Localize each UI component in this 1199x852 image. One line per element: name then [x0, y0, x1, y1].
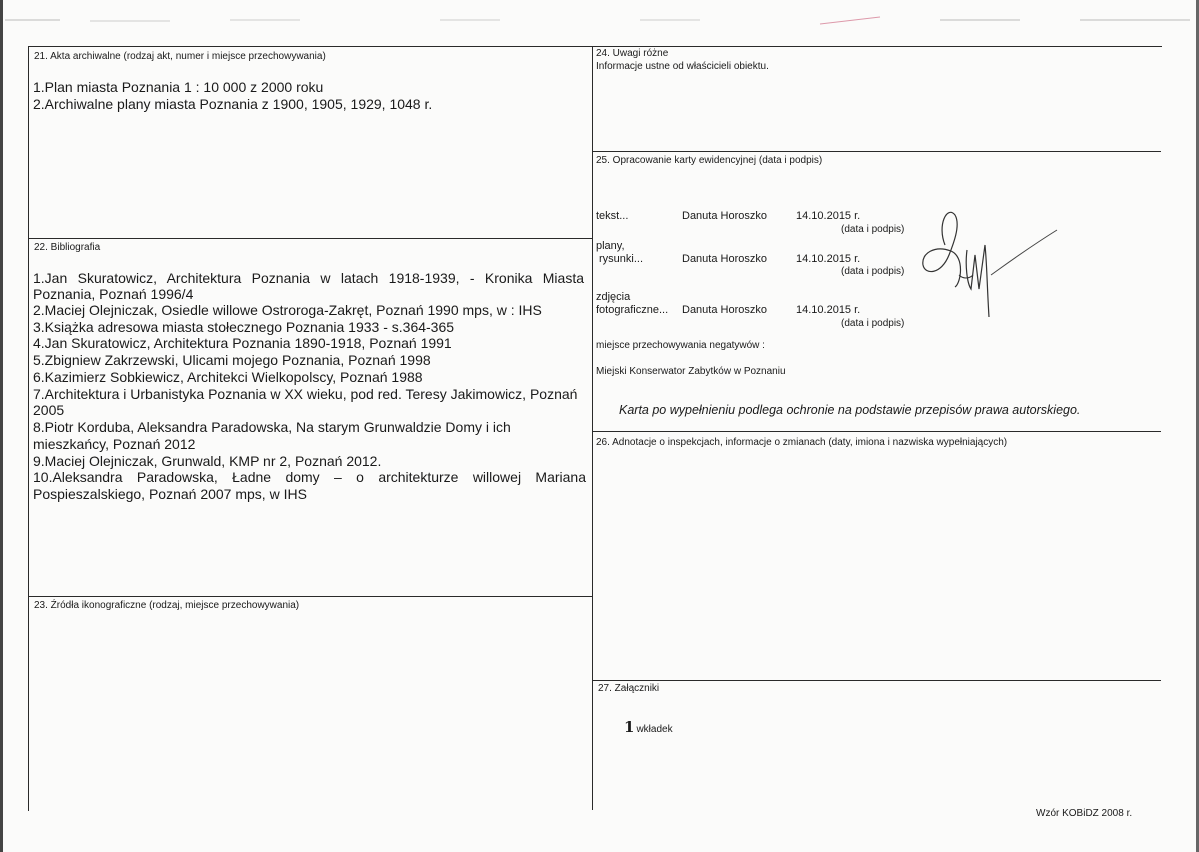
- divider-21-22: [28, 238, 593, 239]
- bibliography-line: 5.Zbigniew Zakrzewski, Ulicami mojego Poznania, Poznań 1998: [33, 352, 431, 368]
- row-caption: (data i podpis): [841, 224, 905, 235]
- row-author: Danuta Horoszko: [682, 210, 767, 222]
- archive-item-1: 1.Plan miasta Poznania 1 : 10 000 z 2000 roku: [33, 79, 324, 95]
- remarks-text: Informacje ustne od właścicieli obiektu.: [596, 61, 769, 72]
- form-template-label: Wzór KOBiDZ 2008 r.: [1036, 808, 1133, 819]
- bibliography-line: mieszkańcy, Poznań 2012: [33, 436, 196, 452]
- section-27-title: 27. Załączniki: [598, 683, 660, 694]
- row-author: Danuta Horoszko: [682, 304, 767, 316]
- divider-22-23: [28, 596, 593, 597]
- divider-26-27: [593, 680, 1161, 681]
- negatives-location: Miejski Konserwator Zabytków w Poznaniu: [596, 366, 786, 377]
- bibliography-line: 2005: [33, 402, 65, 418]
- bibliography-line: 8.Piotr Korduba, Aleksandra Paradowska, Na starym Grunwaldzie Domy i ich: [33, 419, 511, 435]
- row-caption: (data i podpis): [841, 266, 905, 277]
- row-label-photos-2: fotograficzne...: [596, 304, 669, 316]
- signature: [915, 205, 1065, 320]
- section-21-title: 21. Akta archiwalne (rodzaj akt, numer i miejsce przechowywania): [34, 51, 326, 62]
- scan-marks: [0, 0, 1199, 30]
- row-label-text: tekst...: [596, 210, 629, 222]
- section-25-title: 25. Opracowanie karty ewidencyjnej (data i podpis): [596, 155, 823, 166]
- bibliography-line: 9.Maciej Olejniczak, Grunwald, KMP nr 2, Poznań 2012.: [33, 453, 382, 469]
- attachment-label: wkładek: [636, 724, 673, 735]
- row-label-photos: zdjęcia: [596, 291, 631, 303]
- attachment-count: 1: [624, 718, 635, 736]
- bibliography-line: 1.Jan Skuratowicz, Architektura Poznania w latach 1918-1939, - Kronika Miasta: [33, 270, 584, 286]
- scan-edge-left: [0, 0, 3, 852]
- archive-item-2: 2.Archiwalne plany miasta Poznania z 1900, 1905, 1929, 1048 r.: [33, 96, 433, 112]
- row-date: 14.10.2015 r.: [796, 253, 861, 265]
- section-23-title: 23. Źródła ikonograficzne (rodzaj, miejsce przechowywania): [34, 600, 300, 611]
- row-label-plans: plany,: [596, 240, 625, 252]
- section-24-title: 24. Uwagi różne: [596, 48, 669, 59]
- row-caption: (data i podpis): [841, 318, 905, 329]
- section-22-title: 22. Bibliografia: [34, 242, 101, 253]
- row-date: 14.10.2015 r.: [796, 210, 861, 222]
- bibliography-line: 4.Jan Skuratowicz, Architektura Poznania 1890-1918, Poznań 1991: [33, 335, 452, 351]
- copyright-notice: Karta po wypełnieniu podlega ochronie na podstawie przepisów prawa autorskiego.: [619, 403, 1081, 417]
- negatives-label: miejsce przechowywania negatywów :: [596, 340, 765, 351]
- bibliography-line: 3.Książka adresowa miasta stołecznego Poznania 1933 - s.364-365: [33, 319, 455, 335]
- divider-25-26: [593, 431, 1161, 432]
- row-author: Danuta Horoszko: [682, 253, 767, 265]
- bibliography-line: 10.Aleksandra Paradowska, Ładne domy – o architekturze willowej Mariana: [33, 469, 586, 485]
- bibliography-line: 2.Maciej Olejniczak, Osiedle willowe Ostroroga-Zakręt, Poznań 1990 mps, w : IHS: [33, 302, 542, 318]
- section-26-title: 26. Adnotacje o inspekcjach, informacje o zmianach (daty, imiona i nazwiska wypełniających): [596, 437, 1008, 448]
- bibliography-line: 6.Kazimierz Sobkiewicz, Architekci Wielkopolscy, Poznań 1988: [33, 369, 423, 385]
- column-divider: [592, 46, 593, 810]
- divider-24-25: [593, 151, 1161, 152]
- bibliography-line: Pospieszalskiego, Poznań 2007 mps, w IHS: [33, 486, 307, 502]
- row-date: 14.10.2015 r.: [796, 304, 861, 316]
- row-label-plans-2: rysunki...: [599, 253, 644, 265]
- bibliography-line: 7.Architektura i Urbanistyka Poznania w XX wieku, pod red. Teresy Jakimowicz, Poznań: [33, 386, 578, 402]
- bibliography-line: Poznania, Poznań 1996/4: [33, 286, 194, 302]
- attachments: [624, 718, 673, 737]
